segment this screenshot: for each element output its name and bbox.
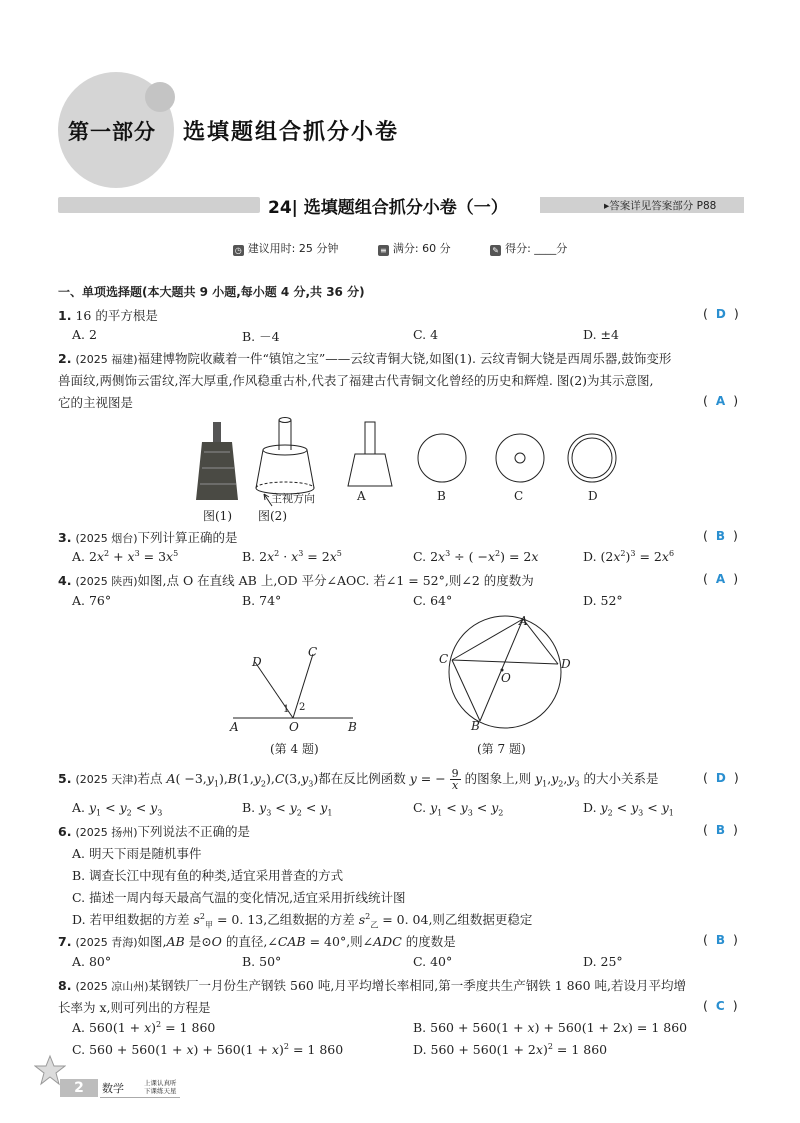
q3-answer: ( B )	[703, 528, 738, 543]
q6-number: 6.	[58, 824, 72, 839]
q2-figures	[180, 408, 620, 528]
q3-text: 下列计算正确的是	[137, 530, 238, 545]
score-icon: ≡	[378, 245, 389, 256]
q1-answer-letter: D	[715, 307, 726, 321]
q6-text: 下列说法不正确的是	[137, 824, 251, 839]
q3-source: (2025 烟台)	[75, 532, 138, 545]
q3-stem	[58, 528, 238, 546]
q3-option-a: A. $2x^2 + x^3 = 3x^5$	[72, 549, 179, 565]
label-d: D	[588, 489, 598, 503]
q5-option-a: A. $y_1 < y_2 < y_3$	[72, 800, 163, 818]
q5-source: (2025 天津)	[75, 773, 138, 786]
q7-option-b: B. 50°	[242, 954, 282, 969]
q1-option-c: C. 4	[413, 327, 439, 342]
q5-option-b: B. $y_3 < y_2 < y_1$	[242, 800, 333, 818]
q7-option-d: D. 25°	[583, 954, 623, 969]
q6-option-c: C. 描述一周内每天最高气温的变化情况,适宜采用折线统计图	[72, 890, 406, 905]
q6-answer: ( B )	[703, 822, 738, 837]
info-row	[0, 240, 800, 256]
q4-source: (2025 陕西)	[75, 575, 138, 588]
q6-option-d: D. 若甲组数据的方差 $s^2_甲 = 0$. 13,乙组数据的方差 $s^2_乙 = 0$. 04,则乙组数据更稳定	[72, 911, 533, 930]
q8-line1	[58, 976, 686, 994]
part-title: 第一部分	[68, 120, 156, 144]
q1-option-d: D. ±4	[583, 327, 619, 342]
q6-stem	[58, 822, 250, 840]
q5-option-d: D. $y_2 < y_3 < y_1$	[583, 800, 674, 818]
label-b: B	[437, 489, 446, 503]
label-a: A	[357, 489, 366, 503]
q7-source: (2025 青海)	[75, 936, 138, 949]
fig4-point-b: B	[348, 720, 357, 734]
fig7-point-o: O	[501, 671, 511, 685]
footer-subject: 数学	[102, 1082, 124, 1095]
q3-answer-letter: B	[715, 529, 726, 543]
q1-option-b: B. －4	[242, 329, 280, 344]
q7-answer: ( B )	[703, 932, 738, 947]
fig4-point-c: C	[308, 645, 318, 659]
view-direction-label: 主视方向	[271, 492, 315, 505]
fig4-diagram	[225, 640, 365, 730]
q6-option-a: A. 明天下雨是随机事件	[72, 846, 202, 861]
label-c: C	[514, 489, 524, 503]
q1-text: 16 的平方根是	[75, 308, 158, 323]
q5-option-c: C. $y_1 < y_3 < y_2$	[413, 800, 504, 818]
fig4-point-o: O	[289, 720, 299, 734]
q4-number: 4.	[58, 573, 72, 588]
q1-number: 1.	[58, 308, 72, 323]
fig1-caption: 图(1)	[203, 509, 232, 523]
q6-source: (2025 扬州)	[75, 826, 138, 839]
q3-number: 3.	[58, 530, 72, 545]
q8-option-d: D. $560 + 560(1 + 2x)^2 = 1$ 860	[413, 1042, 608, 1058]
q8-option-b: B. 560 + 560(1 + x) + 560(1 + 2x) = 1 860	[413, 1020, 688, 1035]
fig7-point-d: D	[561, 657, 571, 671]
q8-answer: ( C )	[703, 998, 738, 1013]
q3-option-d: D. $(2x^2)^3 = 2x^6$	[583, 549, 675, 565]
header-small-circle	[145, 82, 175, 112]
q4-option-d: D. 52°	[583, 593, 623, 608]
option-a-figure	[348, 422, 392, 486]
fig4-point-d: D	[252, 655, 262, 669]
fig4-caption: (第 4 题)	[270, 742, 319, 756]
option-b-figure	[418, 434, 466, 482]
q1-option-a: A. 2	[72, 327, 97, 342]
q8-text-1: 某钢铁厂一月份生产钢铁 560 吨,月平均增长率相同,第一季度共生产钢铁 1 860 吨,若设月平均增	[148, 978, 686, 993]
q2-answer: ( A )	[703, 393, 739, 408]
section-heading: 一、单项选择题(本大题共 9 小题,每小题 4 分,共 36 分)	[58, 285, 365, 299]
q1-answer: ( D )	[703, 306, 739, 321]
got-info	[490, 240, 567, 256]
score-text: 满分: 60 分	[392, 242, 451, 255]
fig4-angle-1: 1	[283, 704, 290, 715]
q2-source: (2025 福建)	[75, 353, 138, 366]
q7-option-c: C. 40°	[413, 954, 453, 969]
q1-stem	[58, 306, 158, 324]
option-c-figure	[496, 434, 544, 482]
q6-option-b: B. 调查长江中现有鱼的种类,适宜采用普查的方式	[72, 868, 344, 883]
q4-answer-letter: A	[715, 572, 726, 586]
q2-line2: 兽面纹,两侧饰云雷纹,浑大厚重,作风稳重古朴,代表了福建古代青铜文化曾经的历史和辉煌. 图(2)为其示意图,	[58, 373, 654, 388]
time-text: 建议用时: 25 分钟	[247, 242, 339, 255]
q4-text: 如图,点 O 在直线 AB 上,OD 平分∠AOC. 若∠1 = 52°,则∠2 的度数为	[137, 573, 534, 588]
q4-stem	[58, 571, 534, 589]
q4-option-a: A. 76°	[72, 593, 112, 608]
q5-number: 5.	[58, 771, 72, 786]
fig7-point-c: C	[439, 652, 449, 666]
q3-option-b: B. $2x^2 \cdot x^3 = 2x^5$	[242, 549, 342, 565]
q8-source: (2025 凉山州)	[75, 980, 149, 993]
q7-stem: 7. (2025 青海)如图,AB 是⊙O 的直径,∠CAB = 40°,则∠ADC 的度数是	[58, 934, 456, 949]
clock-icon: ◷	[233, 245, 244, 256]
fig7-point-b: B	[471, 719, 480, 733]
q5-stem: 5. (2025 天津)若点 $A( -3,y_1),B(1,y_2),C(3,y_3)$都在反比例函数 y = − $\frac{9}{x}$ 的图象上,则 $y_1,y_2,y_3$ 的大小关系是	[58, 767, 659, 792]
q3-option-c: C. $2x^3$ ÷ ( $-x^2) = 2x$	[413, 549, 539, 565]
fig2-caption: 图(2)	[258, 509, 287, 523]
q4-answer: ( A )	[703, 571, 739, 586]
q6-answer-letter: B	[715, 823, 726, 837]
q8-option-a: A. $560(1 + x)^2 = 1$ 860	[72, 1020, 216, 1036]
title-bar-mid	[540, 197, 566, 213]
q2-text-1: 福建博物院收藏着一件“镇馆之宝”——云纹青铜大铙,如图(1). 云纹青铜大铙是西周乐器,鼓饰变形	[137, 351, 672, 366]
option-d-figure	[568, 434, 616, 482]
paper-title: 24| 选填题组合抓分小卷（一）	[268, 198, 508, 218]
fig4-angle-2: 2	[299, 702, 306, 713]
got-text: 得分: ____分	[505, 242, 568, 255]
part-subtitle: 选填题组合抓分小卷	[183, 120, 400, 145]
footer-divider	[100, 1097, 180, 1098]
q5-answer: ( D )	[703, 770, 739, 785]
q8-line2: 长率为 x,则可列出的方程是	[58, 1000, 211, 1015]
title-bar-left	[58, 197, 260, 213]
q8-answer-letter: C	[715, 999, 725, 1013]
q4-option-b: B. 74°	[242, 593, 282, 608]
time-info	[233, 240, 339, 256]
q8-number: 8.	[58, 978, 72, 993]
q7-number: 7.	[58, 934, 72, 949]
fig4-point-a: A	[230, 720, 239, 734]
footer-tag-1: 上课认真听	[144, 1079, 177, 1087]
bronze-bell-photo	[196, 422, 238, 500]
footer-tagline	[144, 1079, 177, 1095]
page-number: 2	[60, 1079, 98, 1097]
q5-fraction: $\frac{9}{x}$	[451, 767, 459, 792]
footer-tag-2: 下课练天星	[144, 1087, 177, 1095]
q5-answer-letter: D	[715, 771, 726, 785]
fig7-point-a: A	[519, 614, 528, 628]
pencil-icon: ✎	[490, 245, 501, 256]
score-info	[378, 240, 451, 256]
q2-number: 2.	[58, 351, 72, 366]
answer-note: ▸答案详见答案部分 P88	[604, 200, 717, 212]
q2-line1	[58, 349, 671, 367]
q2-answer-letter: A	[715, 394, 726, 408]
q2-line3: 它的主视图是	[58, 395, 134, 410]
q7-answer-letter: B	[715, 933, 726, 947]
q4-option-c: C. 64°	[413, 593, 453, 608]
q7-option-a: A. 80°	[72, 954, 112, 969]
q8-option-c: C. $560 + 560(1 + x) + 560(1 + x)^2 = 1$ 860	[72, 1042, 344, 1058]
fig7-caption: (第 7 题)	[477, 742, 526, 756]
